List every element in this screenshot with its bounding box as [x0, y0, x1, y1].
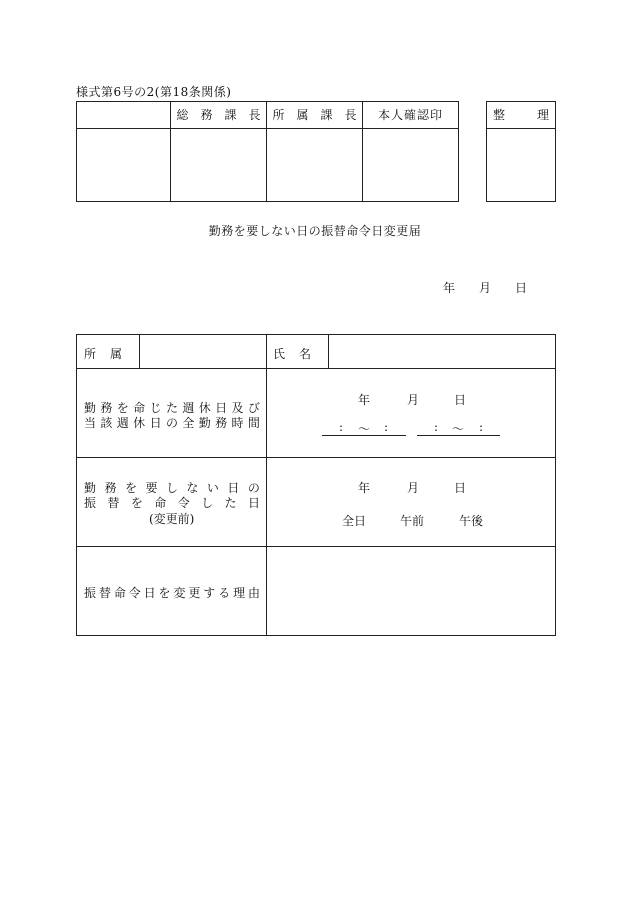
- label-char: の: [247, 481, 260, 495]
- approval-table: [76, 101, 459, 202]
- label-char: 勤: [84, 401, 97, 415]
- general-affairs-chief-seal-box[interactable]: [171, 129, 266, 201]
- label-char: 務: [100, 401, 113, 415]
- label-char: た: [224, 496, 237, 510]
- processing-header-char: 理: [536, 108, 549, 122]
- self-confirmation-seal-box[interactable]: [363, 129, 458, 201]
- label-char: 全: [182, 416, 195, 430]
- processing-header: [487, 102, 555, 128]
- label-char: い: [206, 481, 219, 495]
- row2-year-label: 年: [358, 481, 371, 495]
- row-divider: [77, 457, 555, 458]
- row2-month-label: 月: [407, 481, 420, 495]
- label-char: 要: [145, 481, 158, 495]
- change-reason-field[interactable]: [267, 547, 555, 635]
- end-time-colon: :: [479, 420, 484, 434]
- processing-header-char: 整: [493, 108, 506, 122]
- label-char: 更: [188, 586, 201, 600]
- time-range-underline[interactable]: [322, 435, 406, 436]
- year-label: 年: [443, 281, 456, 295]
- label-char: 令: [177, 496, 190, 510]
- label-char: 該: [100, 416, 113, 430]
- row2-day-label: 日: [454, 481, 467, 495]
- time-range-underline[interactable]: [417, 435, 500, 436]
- label-char: 及: [231, 401, 244, 415]
- label-char: す: [203, 586, 216, 600]
- label-char: の: [165, 416, 178, 430]
- label-char: 勤: [84, 481, 97, 495]
- label-char: 休: [133, 416, 146, 430]
- time-range-tilde: 〜: [358, 422, 371, 436]
- row1-day-label: 日: [454, 393, 467, 407]
- label-char: 由: [247, 586, 260, 600]
- label-char: 命: [154, 496, 167, 510]
- label-char: 日: [149, 416, 162, 430]
- time-range-tilde: 〜: [452, 422, 465, 436]
- row1-year-label: 年: [358, 393, 371, 407]
- label-char: を: [130, 496, 143, 510]
- label-char: を: [124, 481, 137, 495]
- form-number: 様式第6号の2(第18条関係): [76, 85, 232, 99]
- before-change-label: (変更前): [149, 512, 195, 526]
- label-char: 日: [215, 401, 228, 415]
- label-char: を: [158, 586, 171, 600]
- label-char: し: [201, 496, 214, 510]
- label-char: 振: [84, 586, 97, 600]
- end-time-colon: :: [384, 420, 389, 434]
- weekly-holiday-work-hours-label: [84, 414, 260, 431]
- label-char: 当: [84, 416, 97, 430]
- afternoon-option[interactable]: 午後: [459, 514, 484, 528]
- morning-option[interactable]: 午前: [400, 514, 425, 528]
- label-char: 時: [231, 416, 244, 430]
- document-title: 勤務を要しない日の振替命令日変更届: [208, 224, 422, 238]
- row1-month-label: 月: [407, 393, 420, 407]
- processing-header-divider: [487, 128, 555, 129]
- label-char: 間: [247, 416, 260, 430]
- change-reason-label: [84, 584, 260, 601]
- name-field[interactable]: [329, 336, 555, 367]
- label-char: し: [165, 481, 178, 495]
- affiliation-label: 所 属: [84, 347, 124, 361]
- label-char: 変: [173, 586, 186, 600]
- label-char: 週: [182, 401, 195, 415]
- row-divider: [77, 368, 555, 369]
- label-char: 日: [227, 481, 240, 495]
- general-affairs-chief-header: 総 務 課 長: [176, 108, 261, 122]
- label-char: た: [165, 401, 178, 415]
- self-confirmation-seal-header: 本人確認印: [377, 108, 443, 122]
- label-char: 週: [116, 416, 129, 430]
- label-char: 日: [143, 586, 156, 600]
- label-char: 務: [215, 416, 228, 430]
- main-form-table: [76, 334, 556, 636]
- label-char: を: [116, 401, 129, 415]
- label-char: 命: [133, 401, 146, 415]
- label-char: 務: [104, 481, 117, 495]
- start-time-colon: :: [339, 420, 344, 434]
- label-char: 命: [113, 586, 126, 600]
- affiliation-field[interactable]: [140, 336, 265, 367]
- name-label: 氏 名: [273, 347, 313, 361]
- label-char: 振: [84, 496, 97, 510]
- start-time-colon: :: [434, 420, 439, 434]
- month-label: 月: [479, 281, 492, 295]
- label-char: 令: [128, 586, 141, 600]
- label-char: る: [218, 586, 231, 600]
- label-char: 休: [198, 401, 211, 415]
- day-label: 日: [515, 281, 528, 295]
- department-chief-header: 所 属 課 長: [272, 108, 357, 122]
- label-char: 替: [98, 586, 111, 600]
- label-char: な: [186, 481, 199, 495]
- label-char: 替: [107, 496, 120, 510]
- processing-box: [486, 101, 556, 202]
- transfer-ordered-day-label: [84, 494, 260, 511]
- label-char: じ: [149, 401, 162, 415]
- label-char: 勤: [198, 416, 211, 430]
- label-char: 日: [247, 496, 260, 510]
- label-char: 理: [233, 586, 246, 600]
- department-chief-seal-box[interactable]: [267, 129, 362, 201]
- label-char: び: [247, 401, 260, 415]
- full-day-option[interactable]: 全日: [342, 514, 367, 528]
